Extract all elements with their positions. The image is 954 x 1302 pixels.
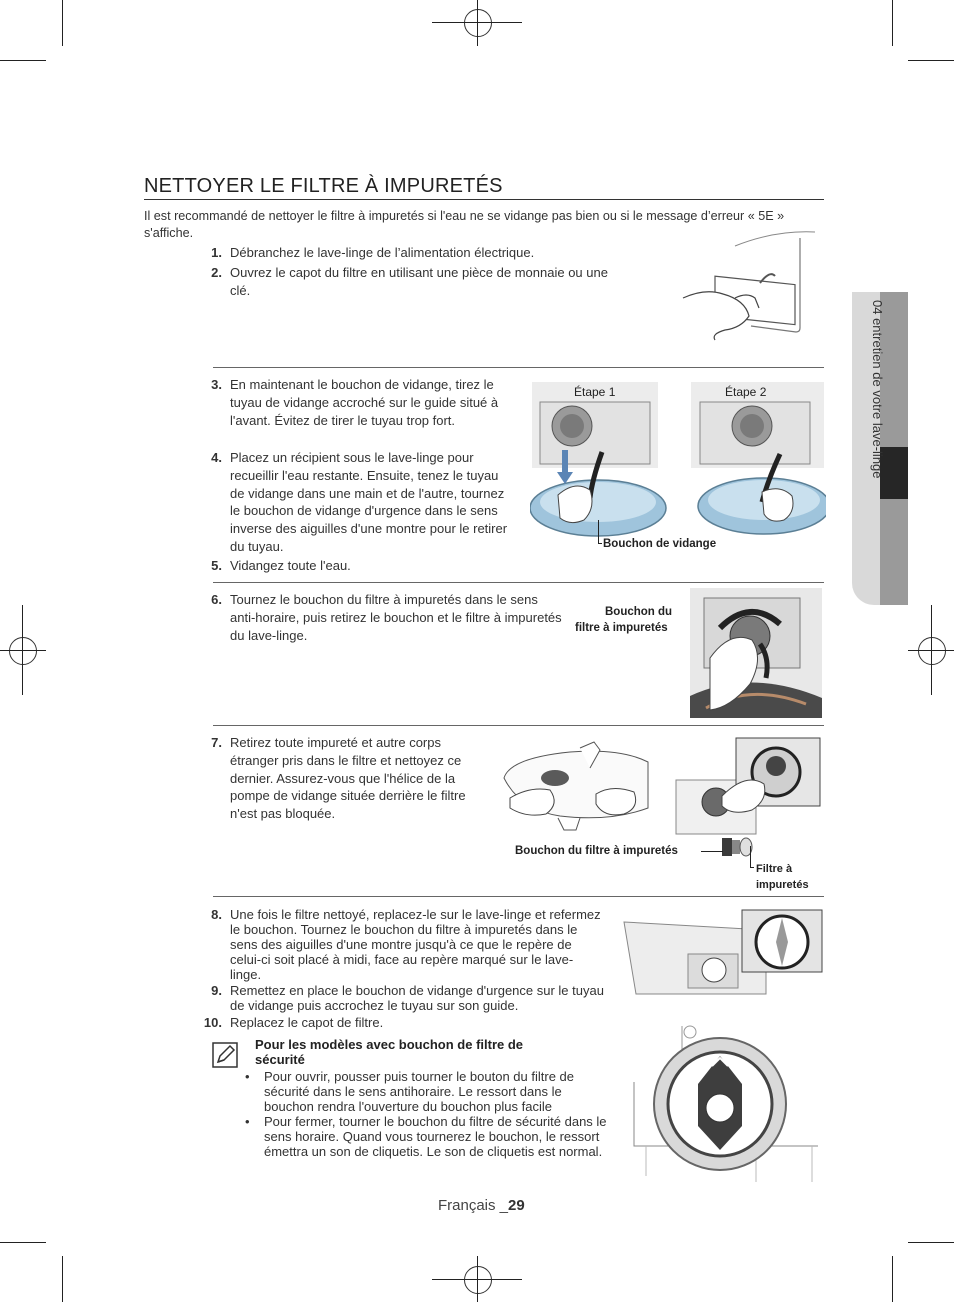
drain-steps-illustration — [530, 380, 826, 540]
section-divider — [213, 582, 824, 583]
note-bullet-list — [245, 1069, 615, 1159]
safety-filter-illustration — [632, 1022, 824, 1184]
pump-check-illustration — [672, 736, 824, 836]
chapter-tab-label: 04 entretien de votre lave-linge — [870, 300, 885, 479]
title-rule — [144, 199, 824, 200]
callout-line — [598, 543, 602, 544]
crop-mark — [892, 0, 893, 46]
step-text: Tournez le bouchon du filtre à impuretés dans le sens anti-horaire, puis retirez le bouchon et le filtre à impuretés du lave-linge. — [230, 592, 562, 643]
note-bullet-text: Pour ouvrir, pousser puis tourner le bouton du filtre de sécurité dans le sens antihoraire. Le ressort dans le bouchon rendra l'ouverture du bouchon plus facile — [264, 1069, 575, 1114]
label-bouchon-filtre-full: Bouchon du filtre à impuretés — [515, 845, 678, 857]
crop-mark — [0, 1242, 46, 1243]
step-number: 7. — [211, 735, 222, 750]
clean-filter-illustration — [500, 738, 660, 834]
note-bullet: • Pour fermer, tourner le bouchon du filtre de sécurité dans le sens horaire. Quand vous tournerez le bouchon, le ressort émettra un son de cliquetis. Le son de cliquetis est normal. — [245, 1114, 607, 1159]
section-divider — [213, 896, 824, 897]
page-title: NETTOYER LE FILTRE À IMPURETÉS — [144, 175, 503, 197]
label-bouchon-filtre-line2: filtre à impuretés — [575, 622, 668, 634]
step-number: 9. — [211, 983, 222, 998]
footer-language: Français _ — [438, 1197, 509, 1214]
step-text: En maintenant le bouchon de vidange, tirez le tuyau de vidange accroché sur le guide situé à l'avant. Évitez de tirer le tuyau trop fort. — [230, 377, 499, 428]
callout-line — [701, 851, 723, 852]
page-number: 29 — [508, 1197, 525, 1214]
crop-mark — [0, 60, 46, 61]
crop-mark — [892, 1256, 893, 1302]
label-etape-1: Étape 1 — [574, 385, 616, 399]
note-title: Pour les modèles avec bouchon de filtre de sécurité — [255, 1037, 524, 1067]
note-bullet: • Pour ouvrir, pousser puis tourner le bouton du filtre de sécurité dans le sens antihoraire. Le ressort dans le bouchon rendra l'ouverture du bouchon plus facile — [245, 1069, 575, 1114]
step-text: Vidangez toute l'eau. — [230, 558, 351, 573]
page-footer — [438, 1197, 525, 1214]
label-bouchon-vidange: Bouchon de vidange — [603, 538, 717, 550]
crop-mark — [908, 1242, 954, 1243]
step-number: 2. — [211, 265, 222, 280]
crop-mark — [908, 60, 954, 61]
label-filtre-line2: impuretés — [756, 879, 809, 891]
step-text: Remettez en place le bouchon de vidange d'urgence sur le tuyau de vidange puis accrochez le tuyau sur son guide. — [230, 983, 604, 1013]
callout-line — [750, 867, 754, 868]
label-bouchon-filtre-line1: Bouchon du — [605, 606, 673, 618]
step-text: Débranchez le lave-linge de l’alimentation électrique. — [230, 245, 535, 260]
step-text: Ouvrez le capot du filtre en utilisant une pièce de monnaie ou une clé. — [230, 265, 608, 298]
step-text: Replacez le capot de filtre. — [230, 1015, 384, 1030]
step-text: Placez un récipient sous le lave-linge pour recueillir l'eau restante. Ensuite, tenez le tuyau de vidange dans une main et de l'autre, tournez le bouchon de vidange d'urgence dans le sens inverse des aiguilles d'une montre pour le retirer du tuyau. — [230, 450, 508, 554]
callout-line — [598, 520, 599, 544]
crop-mark — [62, 1256, 63, 1302]
step-number: 3. — [211, 377, 222, 392]
step-number: 4. — [211, 450, 222, 465]
label-etape-2: Étape 2 — [725, 385, 767, 399]
note-pencil-icon — [212, 1042, 238, 1068]
step-text: Une fois le filtre nettoyé, replacez-le sur le lave-linge et refermez le bouchon. Tournez le bouchon du filtre à impuretés dans le sens des aiguilles d'une montre jusqu'à ce que le repère de celui-ci soit placé à midi, face au repère marqué sur le lave-linge. — [230, 907, 601, 982]
step-number: 6. — [211, 592, 222, 607]
step-text: Retirez toute impureté et autre corps étranger pris dans le filtre et nettoyez ce dernier. Assurez-vous que l'hélice de la pompe de vidange située derrière le filtre n'est pas bloquée. — [230, 735, 466, 822]
step-number: 10. — [203, 1015, 222, 1030]
step-number: 5. — [211, 558, 222, 573]
intro-text: Il est recommandé de nettoyer le filtre à impuretés si l'eau ne se vidange pas bien ou si le message d’erreur « 5E » s'affiche. — [144, 209, 785, 240]
remove-filter-illustration — [690, 588, 822, 718]
section-divider — [213, 367, 824, 368]
step-number: 8. — [211, 907, 222, 922]
note-bullet-text: Pour fermer, tourner le bouchon du filtre de sécurité dans le sens horaire. Quand vous tournerez le bouchon, le ressort émettra un son de cliquetis. Le son de cliquetis est normal. — [264, 1114, 607, 1159]
crop-mark — [62, 0, 63, 46]
section-divider — [213, 725, 824, 726]
callout-line — [750, 846, 751, 868]
open-cover-illustration — [675, 228, 825, 344]
refit-filter-illustration — [622, 908, 824, 998]
step-number: 1. — [211, 245, 222, 260]
label-filtre-line1: Filtre à — [756, 863, 793, 875]
filter-part-illustration — [718, 834, 758, 860]
